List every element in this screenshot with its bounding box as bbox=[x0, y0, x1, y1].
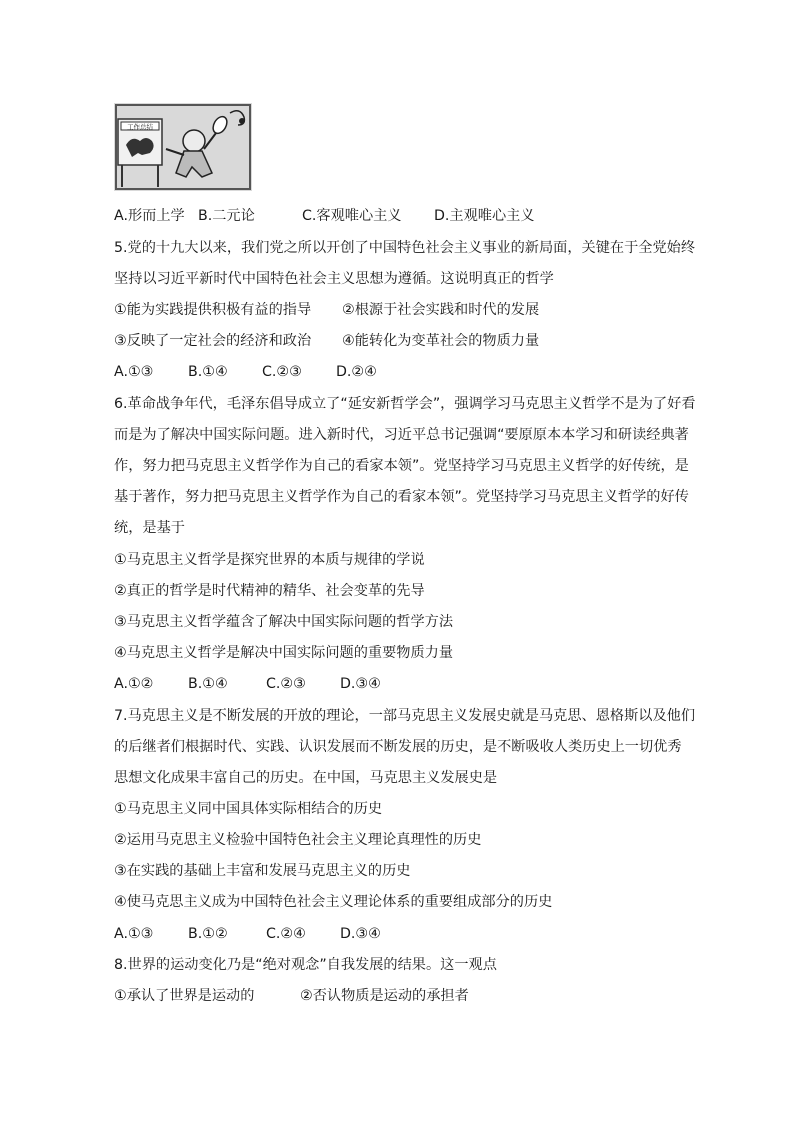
q6-stem-line: 作，努力把马克思主义哲学作为自己的看家本领”。党坚持学习马克思主义哲学的好传统，是 bbox=[114, 458, 689, 474]
q6-stem-line: 统，是基于 bbox=[114, 520, 185, 536]
q5-items-row bbox=[114, 331, 539, 351]
q7-option-c[interactable]: C.②④ bbox=[266, 926, 306, 942]
q4-option-d[interactable]: D.主观唯心主义 bbox=[434, 208, 535, 224]
q6-option-a[interactable]: A.①② bbox=[114, 676, 154, 692]
q4-options bbox=[114, 206, 535, 226]
q5-option-a[interactable]: A.①③ bbox=[114, 364, 154, 380]
q6-options bbox=[114, 674, 381, 694]
q7-stem-line: 的后继者们根据时代、实践、认识发展而不断发展的历史，是不断吸收人类历史上一切优秀 bbox=[114, 739, 682, 755]
q6-option-c[interactable]: C.②③ bbox=[266, 676, 306, 692]
q7-item-1: ①马克思主义同中国具体实际相结合的历史 bbox=[114, 801, 383, 817]
q8-items-row bbox=[114, 986, 469, 1006]
q7-options bbox=[114, 924, 381, 944]
q5-stem-line: 坚持以习近平新时代中国特色社会主义思想为遵循。这说明真正的哲学 bbox=[114, 271, 554, 287]
q7-option-b[interactable]: B.①② bbox=[188, 926, 228, 942]
q6-option-d[interactable]: D.③④ bbox=[340, 676, 381, 692]
q7-item-4: ④使马克思主义成为中国特色社会主义理论体系的重要组成部分的历史 bbox=[114, 894, 553, 910]
q7-item-3: ③在实践的基础上丰富和发展马克思主义的历史 bbox=[114, 863, 411, 879]
q6-stem-line: 而是为了解决中国实际问题。进入新时代，习近平总书记强调“要原原本本学习和研读经典著 bbox=[114, 427, 689, 443]
q5-option-b[interactable]: B.①④ bbox=[188, 364, 228, 380]
q6-stem-line: 6.革命战争年代，毛泽东倡导成立了“延安新哲学会”，强调学习马克思主义哲学不是为了好看 bbox=[114, 396, 696, 412]
q4-option-a[interactable]: A.形而上学 bbox=[114, 208, 185, 224]
q5-items-row bbox=[114, 300, 539, 320]
q6-stem-line: 基于著作，努力把马克思主义哲学作为自己的看家本领”。党坚持学习马克思主义哲学的好传 bbox=[114, 489, 689, 505]
q5-item-4: ④能转化为变革社会的物质力量 bbox=[342, 333, 540, 349]
q6-option-b[interactable]: B.①④ bbox=[188, 676, 228, 692]
q8-stem-line: 8.世界的运动变化乃是“绝对观念”自我发展的结果。这一观点 bbox=[114, 957, 497, 973]
q7-stem-line: 思想文化成果丰富自己的历史。在中国，马克思主义发展史是 bbox=[114, 770, 498, 786]
q7-option-a[interactable]: A.①③ bbox=[114, 926, 154, 942]
q5-option-d[interactable]: D.②④ bbox=[336, 364, 377, 380]
q6-item-1: ①马克思主义哲学是探究世界的本质与规律的学说 bbox=[114, 552, 425, 568]
q7-stem-line: 7.马克思主义是不断发展的开放的理论，一部马克思主义发展史就是马克思、恩格斯以及他们 bbox=[114, 708, 696, 724]
q6-item-4: ④马克思主义哲学是解决中国实际问题的重要物质力量 bbox=[114, 645, 454, 661]
q5-item-2: ②根源于社会实践和时代的发展 bbox=[342, 302, 540, 318]
q5-item-3: ③反映了一定社会的经济和政治 bbox=[114, 333, 312, 349]
q5-item-1: ①能为实践提供积极有益的指导 bbox=[114, 302, 312, 318]
q8-item-1: ①承认了世界是运动的 bbox=[114, 988, 255, 1004]
q4-option-b[interactable]: B.二元论 bbox=[198, 208, 255, 224]
q5-option-c[interactable]: C.②③ bbox=[262, 364, 302, 380]
q7-item-2: ②运用马克思主义检验中国特色社会主义理论真理性的历史 bbox=[114, 832, 482, 848]
q4-option-c[interactable]: C.客观唯心主义 bbox=[302, 208, 402, 224]
q5-options bbox=[114, 362, 377, 382]
q7-option-d[interactable]: D.③④ bbox=[340, 926, 381, 942]
q6-item-2: ②真正的哲学是时代精神的精华、社会变革的先导 bbox=[114, 583, 425, 599]
cartoon-sign-text: 工作总结 bbox=[127, 123, 153, 131]
q5-stem-line: 5.党的十九大以来，我们党之所以开创了中国特色社会主义事业的新局面，关键在于全党始终 bbox=[114, 240, 696, 256]
cartoon-illustration bbox=[114, 103, 252, 191]
q6-item-3: ③马克思主义哲学蕴含了解决中国实际问题的哲学方法 bbox=[114, 614, 454, 630]
q8-item-2: ②否认物质是运动的承担者 bbox=[300, 988, 469, 1004]
